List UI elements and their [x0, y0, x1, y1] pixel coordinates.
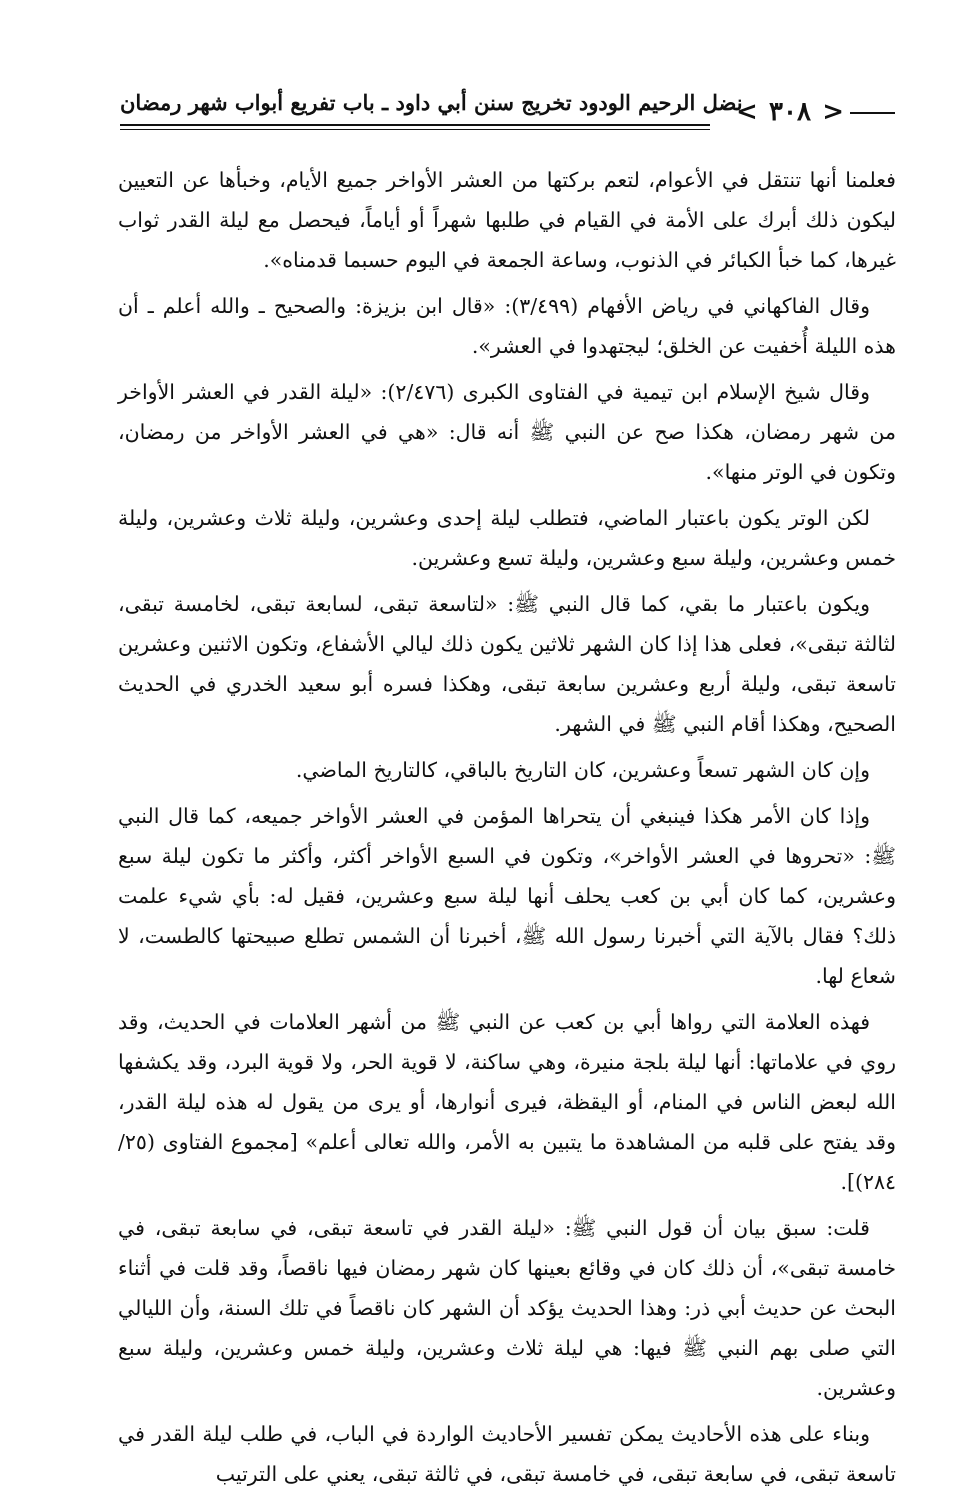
page-number: < ٣٠٨ > [740, 94, 840, 130]
running-header [120, 88, 897, 136]
header-rule [120, 124, 710, 126]
paragraph: فعلمنا أنها تنتقل في الأعوام، لتعم بركتها من العشر الأواخر جميع الأيام، وخبأها عن التعيين ليكون ذلك أبرك على الأمة في القيام في طلبها شهراً أو أياماً، فيحصل مع ليلة القدر ثواب غيرها، كما خبأ الكبائر في الذنوب، وساعة الجمعة في اليوم حسبما قدمناه». [118, 168, 896, 272]
header-title: نضل الرحيم الودود تخريج سنن أبي داود ـ باب تفريع أبواب شهر رمضان [120, 90, 743, 115]
header-dash [850, 112, 895, 114]
paragraph: ويكون باعتبار ما بقي، كما قال النبي ﷺ: «لتاسعة تبقى، لسابعة تبقى، لخامسة تبقى، لثالثة تبقى»، فعلى هذا إذا كان الشهر ثلاثين يكون ذلك ليالي الأشفاع، وتكون الاثنين وعشرين تاسعة تبقى، وليلة أربع وعشرين سابعة تبقى، وهكذا فسره أبو سعيد الخدري في الحديث الصحيح، وهكذا أقام النبي ﷺ في الشهر. [118, 592, 896, 736]
text-body [118, 160, 896, 1500]
paragraph: قلت: سبق بيان أن قول النبي ﷺ: «ليلة القدر في تاسعة تبقى، في سابعة تبقى، في خامسة تبقى»، أن ذلك كان في وقائع بعينها كان شهر رمضان فيها ناقصاً، وقد قلت في أثناء البحث عن حديث أبي ذر: وهذا الحديث يؤكد أن الشهر كان ناقصاً في تلك السنة، وأن الليالي التي صلى بهم النبي ﷺ فيها: هي ليلة ثلاث وعشرين، وليلة خمس وعشرين، وليلة سبع وعشرين. [118, 1216, 896, 1400]
paragraph: وإذا كان الأمر هكذا فينبغي أن يتحراها المؤمن في العشر الأواخر جميعه، كما قال النبي ﷺ: «تحروها في العشر الأواخر»، وتكون في السبع الأواخر أكثر، وأكثر ما تكون ليلة سبع وعشرين، كما كان أبي بن كعب يحلف أنها ليلة سبع وعشرين، فقيل له: بأي شيء علمت ذلك؟ فقال بالآية التي أخبرنا رسول الله ﷺ، أخبرنا أن الشمس تطلع صبيحتها كالطست، لا شعاع لها. [118, 804, 896, 988]
paragraph: وبناء على هذه الأحاديث يمكن تفسير الأحاديث الواردة في الباب، في طلب ليلة القدر في تاسعة تبقى، في سابعة تبقى، في خامسة تبقى، في ثالثة تبقى، يعني على الترتيب [118, 1422, 896, 1486]
paragraph: وقال شيخ الإسلام ابن تيمية في الفتاوى الكبرى (٢/٤٧٦): «ليلة القدر في العشر الأواخر من شهر رمضان، هكذا صح عن النبي ﷺ أنه قال: «هي في العشر الأواخر من رمضان، وتكون في الوتر منها». [118, 380, 896, 484]
paragraph: لكن الوتر يكون باعتبار الماضي، فتطلب ليلة إحدى وعشرين، وليلة ثلاث وعشرين، وليلة خمس وعشرين، وليلة سبع وعشرين، وليلة تسع وعشرين. [118, 506, 896, 570]
paragraph: وقال الفاكهاني في رياض الأفهام (٣/٤٩٩): «قال ابن بزيزة: والصحيح ـ والله أعلم ـ أن هذه الليلة أُخفيت عن الخلق؛ ليجتهدوا في العشر». [118, 294, 896, 358]
paragraph: وإن كان الشهر تسعاً وعشرين، كان التاريخ بالباقي، كالتاريخ الماضي. [295, 758, 870, 782]
paragraph: فهذه العلامة التي رواها أبي بن كعب عن النبي ﷺ من أشهر العلامات في الحديث، وقد روي في علاماتها: أنها ليلة بلجة منيرة، وهي ساكنة، لا قوية الحر، ولا قوية البرد، وقد يكشفها الله لبعض الناس في المنام، أو اليقظة، فيرى أنوارها، أو يرى من يقول له هذه ليلة القدر، وقد يفتح على قلبه من المشاهدة ما يتبين به الأمر، والله تعالى أعلم» [مجموع الفتاوى (٢٥/ ٢٨٤)]. [118, 1010, 896, 1194]
header-rule-thin [120, 129, 710, 130]
